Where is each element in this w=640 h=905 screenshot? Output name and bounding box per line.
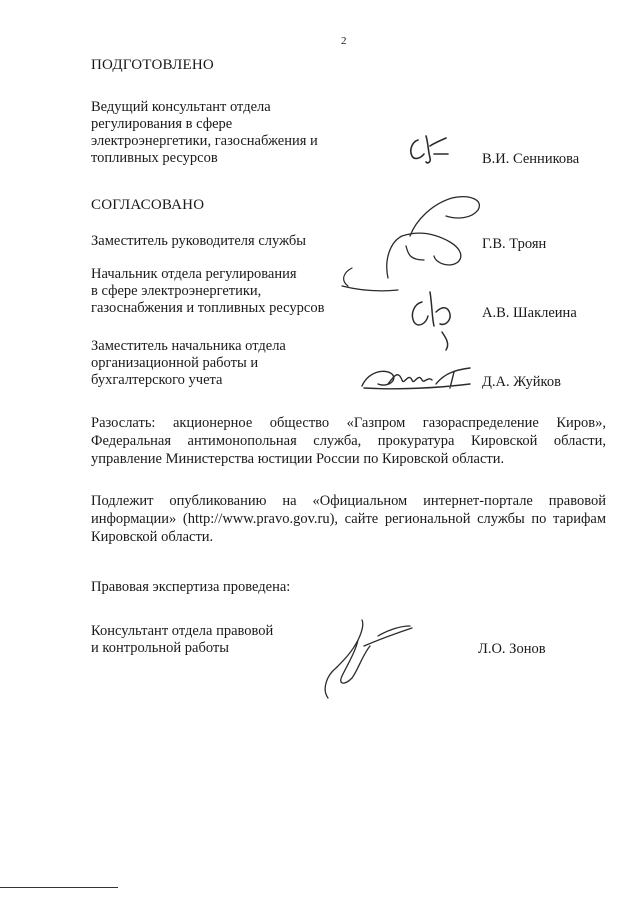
position-line: в сфере электроэнергетики, xyxy=(91,283,262,299)
agreed-position xyxy=(91,266,324,317)
position-line: Ведущий консультант отдела xyxy=(91,99,271,115)
signatory-name: Л.О. Зонов xyxy=(478,641,546,657)
signatory-name: Г.В. Троян xyxy=(482,236,547,252)
position-line: и контрольной работы xyxy=(91,640,229,656)
agreed-heading: СОГЛАСОВАНО xyxy=(91,197,205,213)
prepared-position xyxy=(91,99,318,167)
position-line: Консультант отдела правовой xyxy=(91,623,274,639)
footnote-divider xyxy=(0,887,118,888)
signature-shakleina xyxy=(338,262,458,352)
signatory-name: Д.А. Жуйков xyxy=(482,374,561,390)
position-line: электроэнергетики, газоснабжения и xyxy=(91,133,318,149)
position-line: Заместитель начальника отдела xyxy=(91,338,286,354)
distribution-paragraph: Разослать: акционерное общество «Газпром газораспределение Киров», Федеральная антимонопольная служба, прокуратура Кировской области, управление Министерства юстиции России по Кировской области. xyxy=(91,415,606,467)
signature-sennikova xyxy=(406,132,452,168)
signature-zhuykov xyxy=(358,362,478,392)
position-line: Начальник отдела регулирования xyxy=(91,266,297,282)
prepared-heading: ПОДГОТОВЛЕНО xyxy=(91,57,214,73)
signature-zonov xyxy=(318,616,418,706)
page-number: 2 xyxy=(341,35,347,47)
position-line: Заместитель руководителя службы xyxy=(91,233,307,249)
position-line: организационной работы и xyxy=(91,355,259,371)
agreed-position xyxy=(91,338,286,389)
position-line: топливных ресурсов xyxy=(91,150,218,166)
position-line: регулирования в сфере xyxy=(91,116,233,132)
signatory-name: В.И. Сенникова xyxy=(482,151,580,167)
legal-review-position xyxy=(91,623,273,657)
position-line: газоснабжения и топливных ресурсов xyxy=(91,300,325,316)
signatory-name: А.В. Шаклеина xyxy=(482,305,577,321)
legal-review-statement: Правовая экспертиза проведена: xyxy=(91,579,291,595)
publication-paragraph: Подлежит опубликованию на «Официальном интернет-портале правовой информации» (http://www.pravo.gov.ru), сайте региональной службы по тарифам Кировской области. xyxy=(91,493,606,545)
position-line: бухгалтерского учета xyxy=(91,372,223,388)
